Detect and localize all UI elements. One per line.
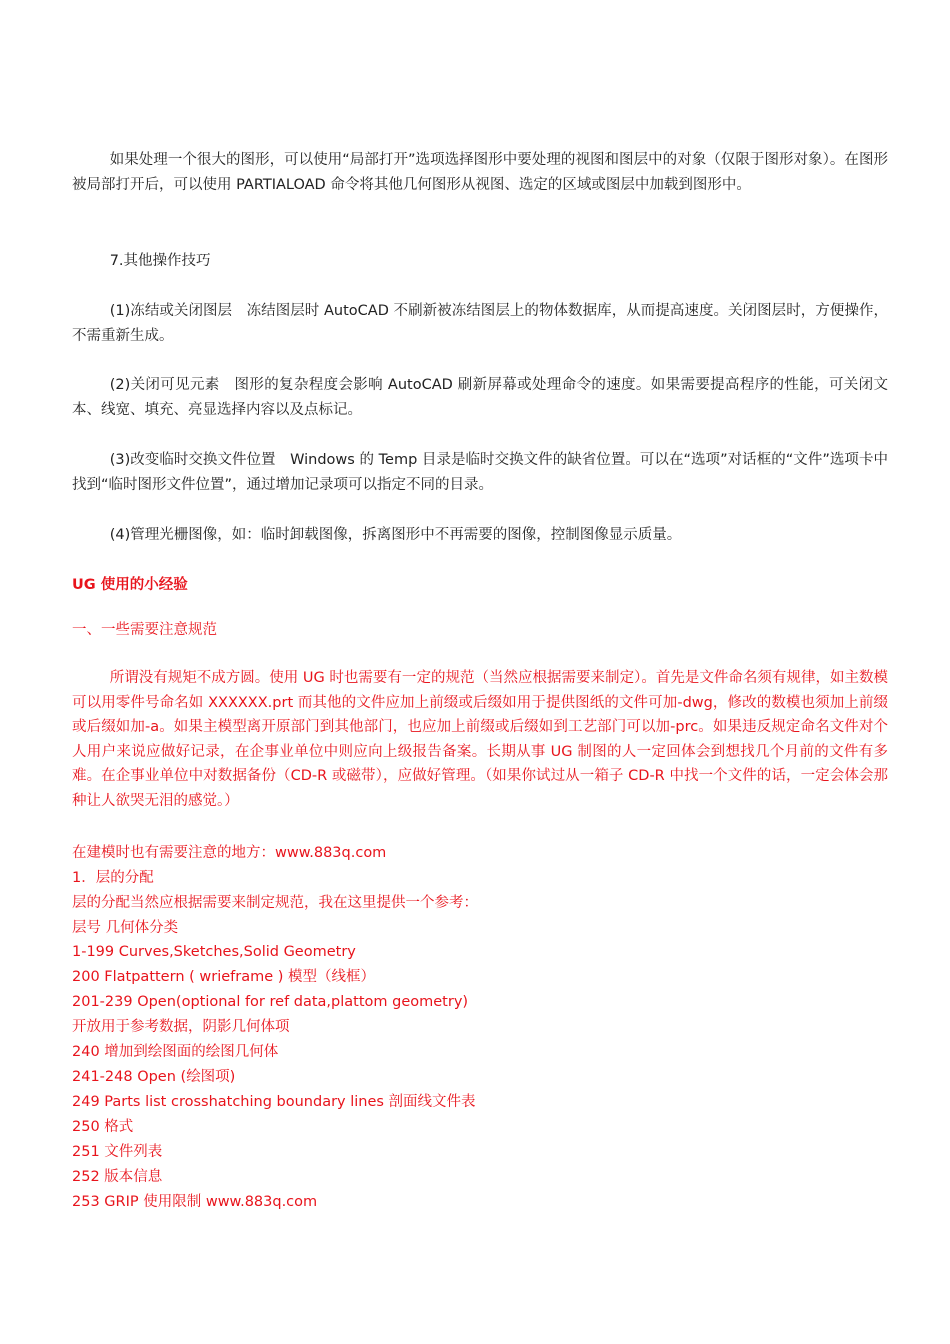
ug-line: 1．层的分配 — [72, 870, 154, 886]
tip-freeze-layers: (1)冻结或关闭图层 冻结图层时 AutoCAD 不刷新被冻结图层上的物体数据库，从而提高速度。关闭图层时，方便操作，不需重新生成。 — [72, 303, 888, 344]
ug-line: 250 格式 — [72, 1119, 134, 1135]
ug-line: 开放用于参考数据，阴影几何体项 — [72, 1019, 290, 1035]
ug-line: 241-248 Open (绘图项) — [72, 1069, 236, 1085]
ug-line: 200 Flatpattern ( wrieframe ) 模型（线框） — [72, 969, 376, 985]
tip-hide-elements: (2)关闭可见元素 图形的复杂程度会影响 AutoCAD 刷新屏幕或处理命令的速度。如果需要提高程序的性能，可关闭文本、线宽、填充、亮显选择内容以及点标记。 — [72, 377, 888, 418]
ug-line: 249 Parts list crosshatching boundary lines 剖面线文件表 — [72, 1094, 476, 1110]
ug-line: 252 版本信息 — [72, 1169, 163, 1185]
ug-line: 251 文件列表 — [72, 1144, 163, 1160]
tip-raster-images: (4)管理光栅图像，如：临时卸载图像，拆离图形中不再需要的图像，控制图像显示质量。 — [109, 527, 682, 543]
section-7-heading: 7.其他操作技巧 — [109, 253, 211, 269]
ug-line: 1-199 Curves,Sketches,Solid Geometry — [72, 944, 356, 960]
tip-temp-location: (3)改变临时交换文件位置 Windows 的 Temp 目录是临时交换文件的缺省位置。可以在“选项”对话框的“文件”选项卡中找到“临时图形文件位置”，通过增加记录项可以指定不同的目录。 — [72, 452, 888, 493]
ug-line: 201-239 Open(optional for ref data,plattom geometry) — [72, 994, 469, 1010]
ug-line: 层号 几何体分类 — [72, 920, 179, 936]
ug-line: 240 增加到绘图面的绘图几何体 — [72, 1044, 279, 1060]
ug-line: 层的分配当然应根据需要来制定规范，我在这里提供一个参考： — [72, 895, 478, 911]
ug-line: 在建模时也有需要注意的地方：www.883q.com — [72, 845, 387, 861]
partial-open-paragraph: 如果处理一个很大的图形，可以使用“局部打开”选项选择图形中要处理的视图和图层中的对象（仅限于图形对象）。在图形被局部打开后，可以使用 PARTIALOAD 命令将其他几何图形从视图、选定的区域或图层中加载到图形中。 — [72, 152, 888, 193]
ug-line: 253 GRIP 使用限制 www.883q.com — [72, 1194, 318, 1210]
ug-title: UG 使用的小经验 — [72, 577, 188, 593]
ug-section-heading: 一、一些需要注意规范 — [72, 622, 217, 638]
ug-intro-paragraph: 所谓没有规矩不成方圆。使用 UG 时也需要有一定的规范（当然应根据需要来制定）。首先是文件命名须有规律，如主数模可以用零件号命名如 XXXXXX.prt 而其他的文件应加上前缀或后缀如用于提供图纸的文件可加-dwg，修改的数模也须加上前缀或后缀如加-a。如果主模型离开原部门到其他部门，也应加上前缀或后缀如到工艺部门可以加-prc。如果违反规定命名文件对个人用户来说应做好记录，在企事业单位中则应向上级报告备案。长期从事 UG 制图的人一定回体会到想找几个月前的文件有多难。在企事业单位中对数据备份（CD-R 或磁带），应做好管理。（如果你试过从一箱子 CD-R 中找一个文件的话，一定会体会那种让人欲哭无泪的感觉。） — [72, 670, 888, 809]
